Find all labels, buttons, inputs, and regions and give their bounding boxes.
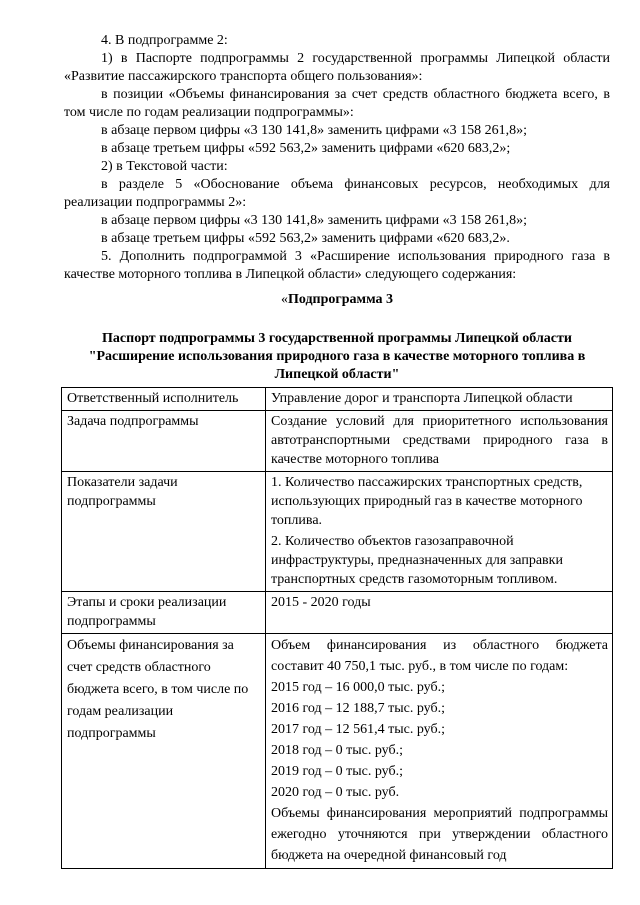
financing-total: Объем финансирования из областного бюджета составит 40 750,1 тыс. руб., в том числе по годам: bbox=[271, 638, 608, 674]
row-label-financing: Объемы финансирования за счет средств областного бюджета всего, в том числе по годам реализации подпрограммы bbox=[62, 634, 266, 869]
row-value-stages: 2015 - 2020 годы bbox=[266, 592, 613, 634]
subprogram-title bbox=[64, 291, 610, 309]
financing-2019: 2019 год – 0 тыс. руб.; bbox=[271, 764, 403, 779]
paragraph-abzac-first: в абзаце первом цифры «3 130 141,8» заменить цифрами «3 158 261,8»; bbox=[101, 123, 527, 138]
row-value-financing bbox=[266, 634, 613, 869]
table-row bbox=[62, 472, 613, 592]
indicator-1: 1. Количество пассажирских транспортных средств, использующих природный газ в качестве моторного топлива. bbox=[271, 475, 583, 528]
passport-table bbox=[61, 387, 613, 869]
passport-heading: Паспорт подпрограммы 3 государственной программы Липецкой области "Расширение использования природного газа в качестве моторного топлива в Липецкой области" bbox=[88, 331, 586, 382]
row-value-executor: Управление дорог и транспорта Липецкой области bbox=[266, 388, 613, 411]
financing-note: Объемы финансирования мероприятий подпрограммы ежегодно уточняются при утверждении областного бюджета на очередной финансовый год bbox=[271, 806, 608, 863]
table-row bbox=[62, 634, 613, 869]
row-label-indicators: Показатели задачи подпрограммы bbox=[62, 472, 266, 592]
table-row bbox=[62, 388, 613, 411]
paragraph-section-5: в разделе 5 «Обоснование объема финансовых ресурсов, необходимых для реализации подпрограммы 2»: bbox=[64, 177, 610, 210]
indicator-2: 2. Количество объектов газозаправочной инфраструктуры, предназначенных для заправки транспортных средств газомоторным топливом. bbox=[271, 534, 563, 587]
paragraph-abzac-third: в абзаце третьем цифры «592 563,2» заменить цифрами «620 683,2»; bbox=[101, 141, 511, 156]
financing-2015: 2015 год – 16 000,0 тыс. руб.; bbox=[271, 680, 445, 695]
paragraph-abzac-first-2: в абзаце первом цифры «3 130 141,8» заменить цифрами «3 158 261,8»; bbox=[101, 213, 527, 228]
financing-2017: 2017 год – 12 561,4 тыс. руб.; bbox=[271, 722, 445, 737]
financing-2016: 2016 год – 12 188,7 тыс. руб.; bbox=[271, 701, 445, 716]
paragraph-abzac-third-2: в абзаце третьем цифры «592 563,2» заменить цифрами «620 683,2». bbox=[101, 231, 510, 246]
financing-2020: 2020 год – 0 тыс. руб. bbox=[271, 785, 400, 800]
table-row bbox=[62, 592, 613, 634]
row-label-task: Задача подпрограммы bbox=[62, 411, 266, 472]
row-label-stages: Этапы и сроки реализации подпрограммы bbox=[62, 592, 266, 634]
paragraph-position-financing: в позиции «Объемы финансирования за счет средств областного бюджета всего, в том числе по годам реализации подпрограммы»: bbox=[64, 87, 610, 120]
subprogram-title-text: Подпрограмма 3 bbox=[287, 292, 394, 307]
row-label-executor: Ответственный исполнитель bbox=[62, 388, 266, 411]
row-value-task: Создание условий для приоритетного использования автотранспортными средствами природного газа в качестве моторного топлива bbox=[266, 411, 613, 472]
financing-2018: 2018 год – 0 тыс. руб.; bbox=[271, 743, 403, 758]
paragraph-text-part: 2) в Текстовой части: bbox=[101, 159, 228, 174]
subprogram-title-quote: « bbox=[280, 292, 288, 307]
paragraph-item-5: 5. Дополнить подпрограммой 3 «Расширение использования природного газа в качестве моторного топлива в Липецкой области» следующего содержания: bbox=[64, 249, 610, 282]
row-value-indicators bbox=[266, 472, 613, 592]
paragraph-passport-sub2: 1) в Паспорте подпрограммы 2 государственной программы Липецкой области «Развитие пассажирского транспорта общего пользования»: bbox=[64, 51, 610, 84]
table-row bbox=[62, 411, 613, 472]
paragraph-item-4: 4. В подпрограмме 2: bbox=[101, 33, 228, 48]
